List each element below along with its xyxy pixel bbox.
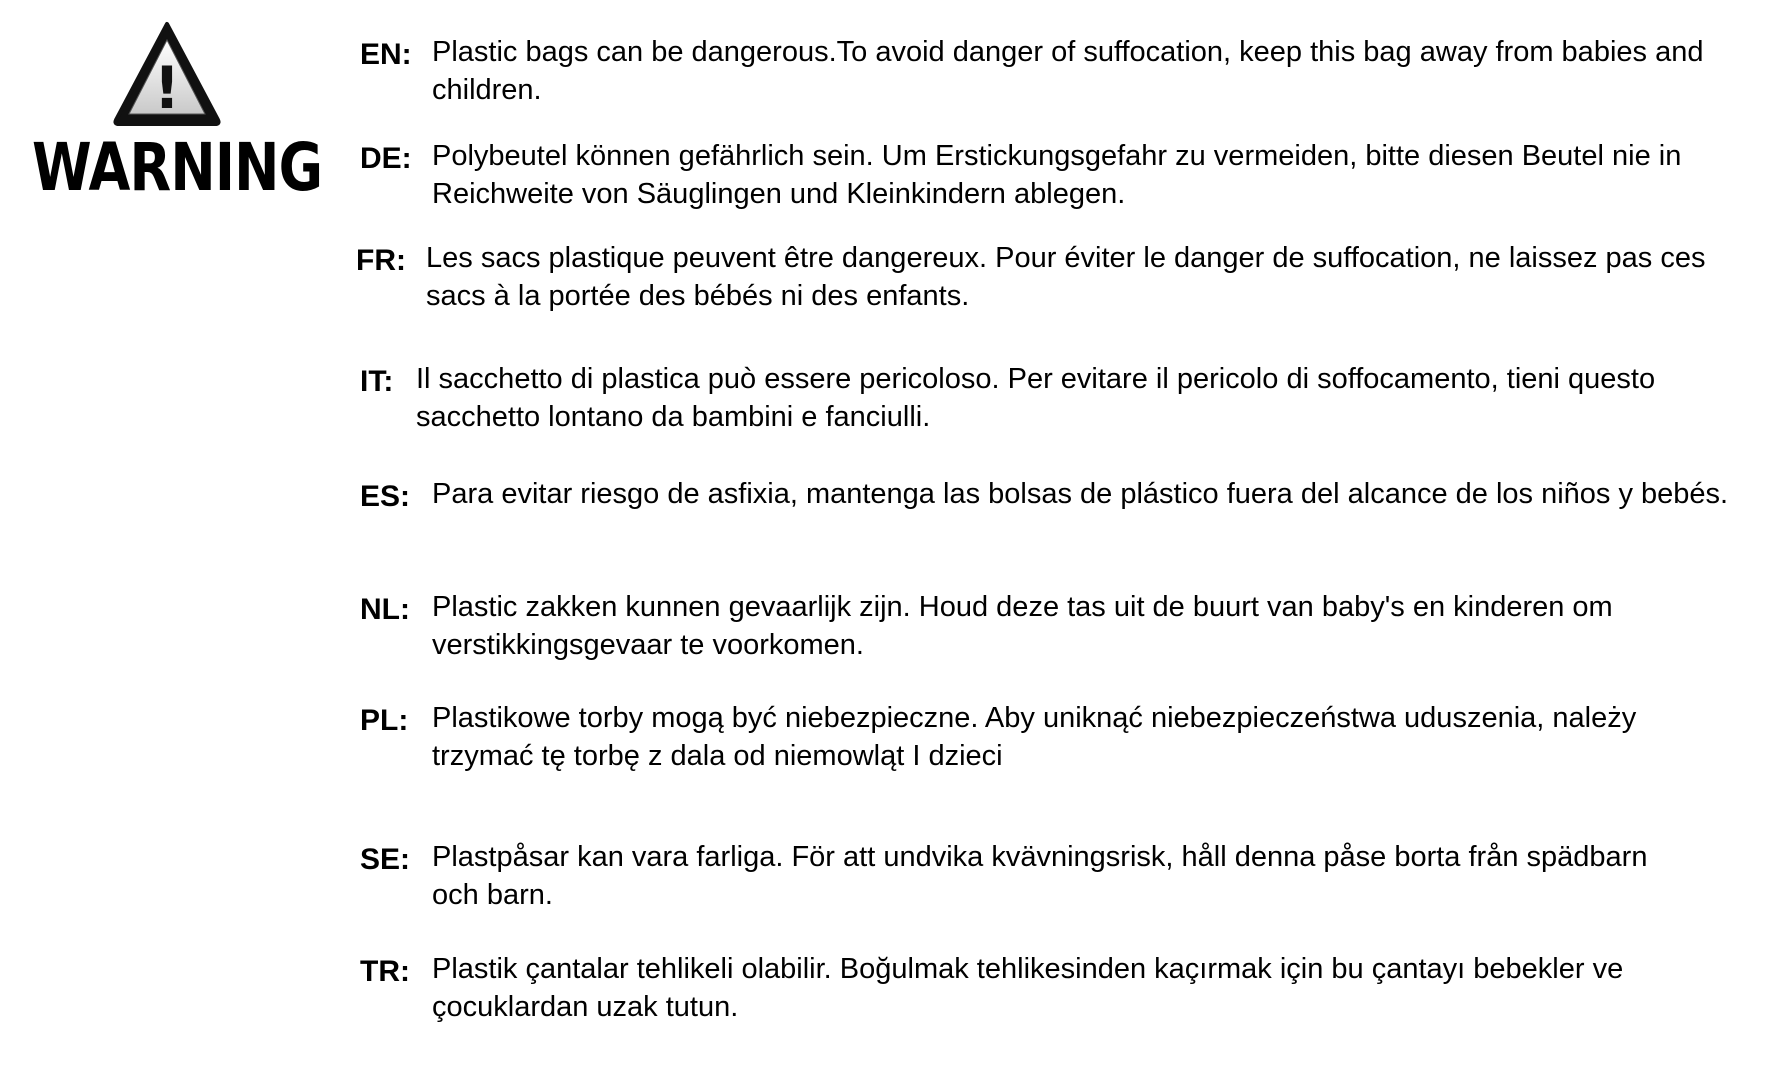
warning-entry-fr — [356, 240, 1756, 320]
warning-text-se: Plastpåsar kan vara farliga. För att undvika kvävningsrisk, håll denna påse borta från spädbarn och barn. — [432, 841, 1648, 911]
language-code-es: ES: — [360, 480, 411, 513]
warning-title: WARNING — [32, 129, 323, 206]
warning-text-tr: Plastik çantalar tehlikeli olabilir. Boğulmak tehlikesinden kaçırmak için bu çantayı bebekler ve çocuklardan uzak tutun. — [432, 953, 1624, 1023]
warning-entry-nl — [360, 589, 1760, 669]
language-code-fr: FR: — [356, 244, 406, 277]
warning-entry-pl — [360, 700, 1760, 780]
warning-text-es: Para evitar riesgo de asfixia, mantenga las bolsas de plástico fuera del alcance de los niños y bebés. — [432, 478, 1729, 510]
warning-text-pl: Plastikowe torby mogą być niebezpieczne. Aby uniknąć niebezpieczeństwa uduszenia, należy trzymać tę torbę z dala od niemowląt I dzieci — [432, 702, 1637, 772]
warning-text-de: Polybeutel können gefährlich sein. Um Erstickungsgefahr zu vermeiden, bitte diesen Beutel nie in Reichweite von Säuglingen und Kleinkindern ablegen. — [432, 140, 1682, 210]
language-code-de: DE: — [360, 142, 412, 175]
warning-text-en: Plastic bags can be dangerous.To avoid danger of suffocation, keep this bag away from babies and children. — [432, 36, 1704, 106]
warning-entry-tr — [360, 951, 1760, 1031]
language-code-nl: NL: — [360, 593, 410, 626]
language-code-tr: TR: — [360, 955, 410, 988]
language-code-it: IT: — [360, 365, 394, 398]
warning-text-it: Il sacchetto di plastica può essere pericoloso. Per evitare il pericolo di soffocamento, tieni questo sacchetto lontano da bambini e fanciulli. — [416, 363, 1656, 433]
warning-text-fr: Les sacs plastique peuvent être dangereux. Pour éviter le danger de suffocation, ne laissez pas ces sacs à la portée des bébés ni des enfants. — [426, 242, 1706, 312]
language-code-se: SE: — [360, 843, 411, 876]
exclamation-mark: ! — [153, 54, 181, 122]
language-code-en: EN: — [360, 38, 412, 71]
warning-entry-en — [360, 34, 1750, 114]
warning-entry-se — [360, 839, 1760, 919]
warning-entry-it — [360, 361, 1760, 441]
warning-entry-es — [360, 476, 1760, 556]
warning-entry-de — [360, 138, 1760, 218]
warning-text-nl: Plastic zakken kunnen gevaarlijk zijn. Houd deze tas uit de buurt van baby's en kinderen om verstikkingsgevaar te voorkomen. — [432, 591, 1613, 661]
language-code-pl: PL: — [360, 704, 409, 737]
warning-triangle-icon — [112, 20, 222, 128]
